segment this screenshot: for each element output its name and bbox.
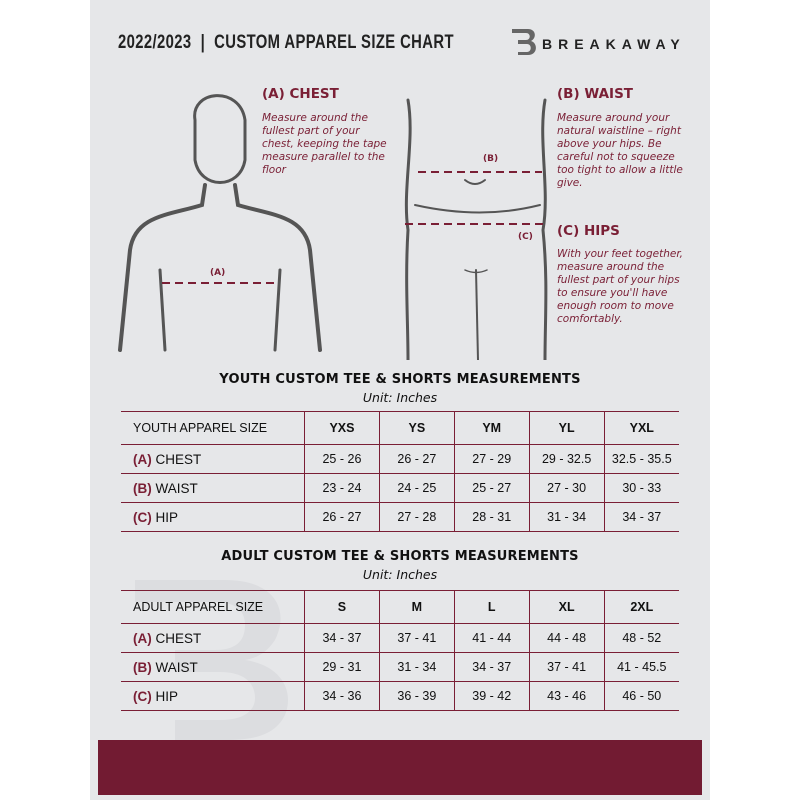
cell: 34 - 37 bbox=[604, 503, 679, 532]
cell: 26 - 27 bbox=[305, 503, 380, 532]
row-letter: (B) bbox=[133, 480, 152, 496]
cell: 27 - 30 bbox=[529, 474, 604, 503]
waist-heading: (B) WAIST bbox=[557, 86, 634, 102]
cell: 31 - 34 bbox=[379, 653, 454, 682]
adult-table-unit: Unit: Inches bbox=[362, 567, 438, 582]
cell: 34 - 36 bbox=[305, 682, 380, 711]
cell: 23 - 24 bbox=[305, 474, 380, 503]
cell: 27 - 28 bbox=[379, 503, 454, 532]
row-letter: (B) bbox=[133, 659, 152, 675]
cell: 39 - 42 bbox=[454, 682, 529, 711]
youth-table-title: YOUTH CUSTOM TEE & SHORTS MEASUREMENTS bbox=[219, 372, 581, 387]
cell: 25 - 26 bbox=[305, 445, 380, 474]
row-label: WAIST bbox=[155, 659, 198, 675]
page-title: 2022/2023 | CUSTOM APPAREL SIZE CHART bbox=[118, 32, 454, 53]
cell: 36 - 39 bbox=[379, 682, 454, 711]
table-row bbox=[121, 445, 679, 474]
adult-size-table bbox=[121, 590, 679, 711]
row-label: HIP bbox=[155, 688, 179, 704]
chest-heading: (A) CHEST bbox=[262, 86, 339, 102]
cell: 28 - 31 bbox=[454, 503, 529, 532]
header-cell: ADULT APPAREL SIZE bbox=[121, 591, 305, 624]
header-cell: YOUTH APPAREL SIZE bbox=[121, 412, 305, 445]
youth-size-table bbox=[121, 411, 679, 532]
header-cell: YL bbox=[529, 412, 604, 445]
row-letter: (A) bbox=[133, 630, 152, 646]
waist-description: Measure around your natural waistline – right above your hips. Be careful not to squeeze too tight to allow a little give. bbox=[557, 112, 683, 189]
waist-figure-label: (B) bbox=[483, 154, 499, 164]
header-cell: YXS bbox=[305, 412, 380, 445]
header-cell: L bbox=[454, 591, 529, 624]
header-cell: YS bbox=[379, 412, 454, 445]
table-header-row bbox=[121, 591, 679, 624]
header-cell: YM bbox=[454, 412, 529, 445]
cell: 26 - 27 bbox=[379, 445, 454, 474]
brand-logo bbox=[510, 26, 538, 58]
cell: 41 - 44 bbox=[454, 624, 529, 653]
cell: 29 - 32.5 bbox=[529, 445, 604, 474]
table-row bbox=[121, 682, 679, 711]
header-cell: S bbox=[305, 591, 380, 624]
table-header-row bbox=[121, 412, 679, 445]
cell: 30 - 33 bbox=[604, 474, 679, 503]
row-label: HIP bbox=[155, 509, 179, 525]
header-cell: 2XL bbox=[604, 591, 679, 624]
hips-figure-label: (C) bbox=[518, 232, 533, 242]
row-label: CHEST bbox=[155, 630, 202, 646]
cell: 43 - 46 bbox=[529, 682, 604, 711]
row-label: WAIST bbox=[155, 480, 198, 496]
cell: 31 - 34 bbox=[529, 503, 604, 532]
brand-name: BREAKAWAY bbox=[542, 36, 686, 52]
cell: 46 - 50 bbox=[604, 682, 679, 711]
chest-figure-label: (A) bbox=[210, 268, 226, 278]
table-row bbox=[121, 653, 679, 682]
row-letter: (C) bbox=[133, 688, 152, 704]
cell: 41 - 45.5 bbox=[604, 653, 679, 682]
cell: 34 - 37 bbox=[305, 624, 380, 653]
row-letter: (A) bbox=[133, 451, 152, 467]
table-row bbox=[121, 474, 679, 503]
header-cell: XL bbox=[529, 591, 604, 624]
hips-heading: (C) HIPS bbox=[557, 223, 620, 239]
hips-description: With your feet together, measure around the fullest part of your hips to ensure you'll have enough room to move comfortably. bbox=[557, 248, 684, 325]
cell: 37 - 41 bbox=[529, 653, 604, 682]
chest-description: Measure around the fullest part of your chest, keeping the tape measure parallel to the floor bbox=[262, 112, 387, 176]
size-chart-page bbox=[90, 0, 710, 800]
table-row bbox=[121, 624, 679, 653]
row-label: CHEST bbox=[155, 451, 202, 467]
cell: 48 - 52 bbox=[604, 624, 679, 653]
table-row bbox=[121, 503, 679, 532]
cell: 37 - 41 bbox=[379, 624, 454, 653]
cell: 34 - 37 bbox=[454, 653, 529, 682]
cell: 29 - 31 bbox=[305, 653, 380, 682]
cell: 24 - 25 bbox=[379, 474, 454, 503]
cell: 44 - 48 bbox=[529, 624, 604, 653]
row-letter: (C) bbox=[133, 509, 152, 525]
cell: 32.5 - 35.5 bbox=[604, 445, 679, 474]
header-cell: YXL bbox=[604, 412, 679, 445]
youth-table-unit: Unit: Inches bbox=[362, 390, 438, 405]
footer-band bbox=[98, 740, 702, 795]
header-cell: M bbox=[379, 591, 454, 624]
adult-table-title: ADULT CUSTOM TEE & SHORTS MEASUREMENTS bbox=[221, 549, 579, 564]
cell: 27 - 29 bbox=[454, 445, 529, 474]
cell: 25 - 27 bbox=[454, 474, 529, 503]
